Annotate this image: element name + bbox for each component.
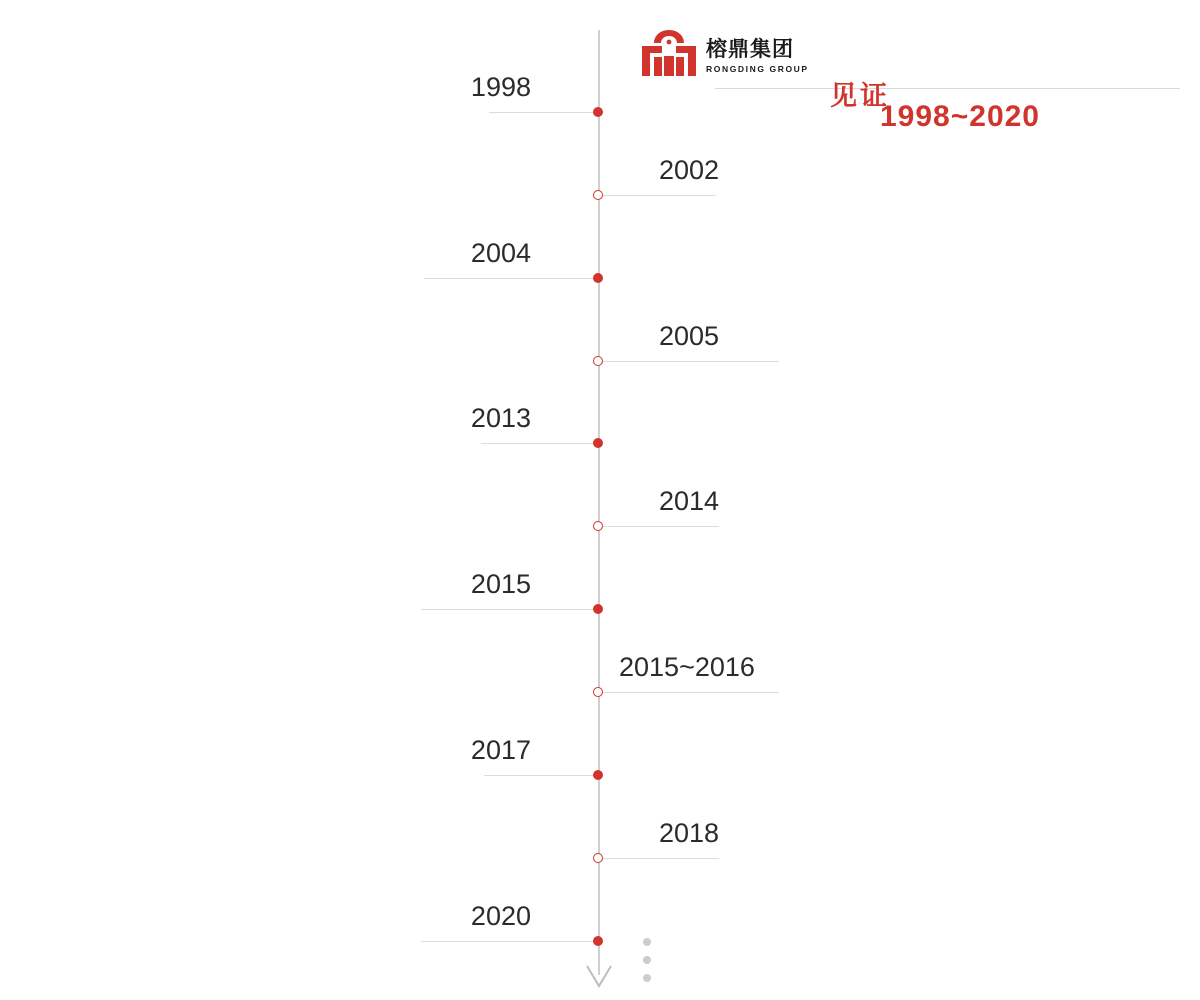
more-dot: [643, 974, 651, 982]
timeline-year-label: 2005: [659, 321, 720, 351]
timeline-connector: [489, 112, 599, 113]
timeline-dot-hollow-icon[interactable]: [593, 356, 603, 366]
more-dot: [643, 956, 651, 964]
timeline-dot-filled-icon[interactable]: [593, 107, 603, 117]
timeline-connector: [601, 692, 779, 693]
page-title: 见证: [830, 81, 890, 112]
timeline-dot-hollow-icon[interactable]: [593, 521, 603, 531]
more-dot: [643, 938, 651, 946]
timeline-connector: [484, 775, 599, 776]
timeline-dot-filled-icon[interactable]: [593, 604, 603, 614]
timeline-axis: [598, 30, 600, 975]
timeline-connector: [601, 526, 719, 527]
timeline-connector: [424, 278, 599, 279]
timeline-year-label: 2014: [659, 486, 720, 516]
timeline-year-label: 2013: [470, 403, 531, 433]
logo-text-en: RONGDING GROUP: [706, 63, 809, 74]
timeline-dot-hollow-icon[interactable]: [593, 853, 603, 863]
timeline-connector: [421, 609, 599, 610]
timeline-year-label: 2020: [470, 901, 531, 931]
page-title-range: 1998~2020: [880, 100, 1040, 133]
timeline-connector: [481, 443, 599, 444]
timeline-year-label: 2015: [470, 569, 531, 599]
timeline-year-label: 2018: [659, 818, 720, 848]
timeline-dot-filled-icon[interactable]: [593, 936, 603, 946]
timeline-connector: [421, 941, 599, 942]
timeline-year-label: 1998: [470, 72, 531, 102]
timeline-year-label: 2017: [470, 735, 531, 765]
timeline-connector: [601, 361, 779, 362]
timeline-dot-filled-icon[interactable]: [593, 770, 603, 780]
arrow-down-icon: [585, 960, 613, 990]
more-indicator: [643, 938, 651, 982]
timeline-year-label: 2015~2016: [619, 652, 755, 682]
timeline-dot-filled-icon[interactable]: [593, 438, 603, 448]
timeline-dot-hollow-icon[interactable]: [593, 190, 603, 200]
timeline-connector: [601, 858, 719, 859]
timeline-year-label: 2002: [659, 155, 720, 185]
logo-text-cn: 榕鼎集团: [706, 37, 794, 62]
timeline-connector: [601, 195, 716, 196]
timeline-year-label: 2004: [470, 238, 531, 268]
timeline-dot-hollow-icon[interactable]: [593, 687, 603, 697]
timeline-dot-filled-icon[interactable]: [593, 273, 603, 283]
